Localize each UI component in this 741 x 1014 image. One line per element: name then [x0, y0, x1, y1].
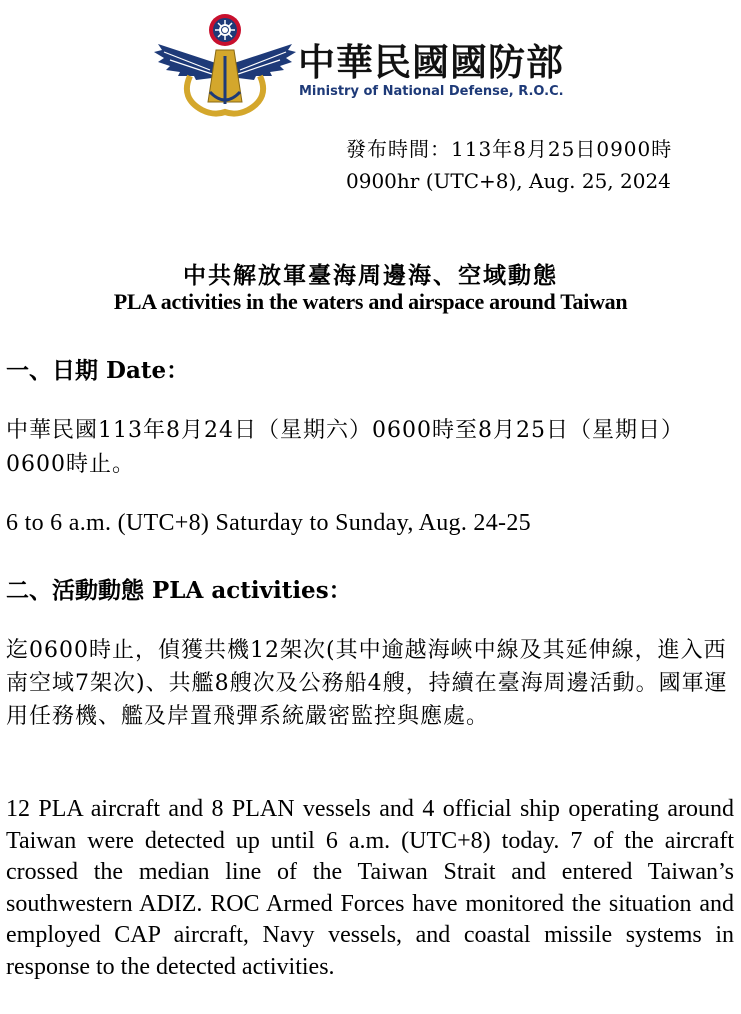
section-activities-zh: 迄0600時止，偵獲共機12架次(其中逾越海峽中線及其延伸線，進入西南空域7架次)、共艦8艘次及公務船4艘，持續在臺海周邊活動。國軍運用任務機、艦及岸置飛彈系統嚴密監控與應處。	[6, 638, 728, 729]
section-activities-heading: 二、活動動態 PLA activities：	[6, 577, 352, 604]
section-date-en: 6 to 6 a.m. (UTC+8) Saturday to Sunday, Aug. 24-25	[6, 510, 531, 536]
document-title-zh: 中共解放軍臺海周邊海、空域動態	[183, 262, 558, 289]
org-name-en: Ministry of National Defense, R.O.C.	[299, 84, 564, 99]
header	[150, 6, 610, 118]
section-activities-en: 12 PLA aircraft and 8 PLAN vessels and 4 official ship operating around Taiwan were detected up until 6 a.m. (UTC+8) today. 7 of the aircraft crossed the median line of the Taiwan Strait and entered Taiwan’s southwestern ADIZ. ROC Armed Forces have monitored the situation and employed CAP aircraft, Navy vessels, and coastal missile systems in response to the detected activities.	[6, 796, 734, 980]
org-name-zh: 中華民國國防部	[298, 41, 564, 84]
section-date-zh: 中華民國113年8月24日（星期六）0600時至8月25日（星期日）0600時止。	[6, 418, 684, 477]
mnd-emblem-icon	[150, 6, 300, 118]
section-date-heading: 一、日期 Date：	[6, 357, 190, 384]
release-time-zh: 發布時間：113年8月25日0900時	[346, 137, 673, 161]
document-title-en: PLA activities in the waters and airspace around Taiwan	[113, 289, 628, 314]
release-time	[346, 133, 672, 197]
release-time-en: 0900hr (UTC+8), Aug. 25, 2024	[346, 169, 671, 193]
